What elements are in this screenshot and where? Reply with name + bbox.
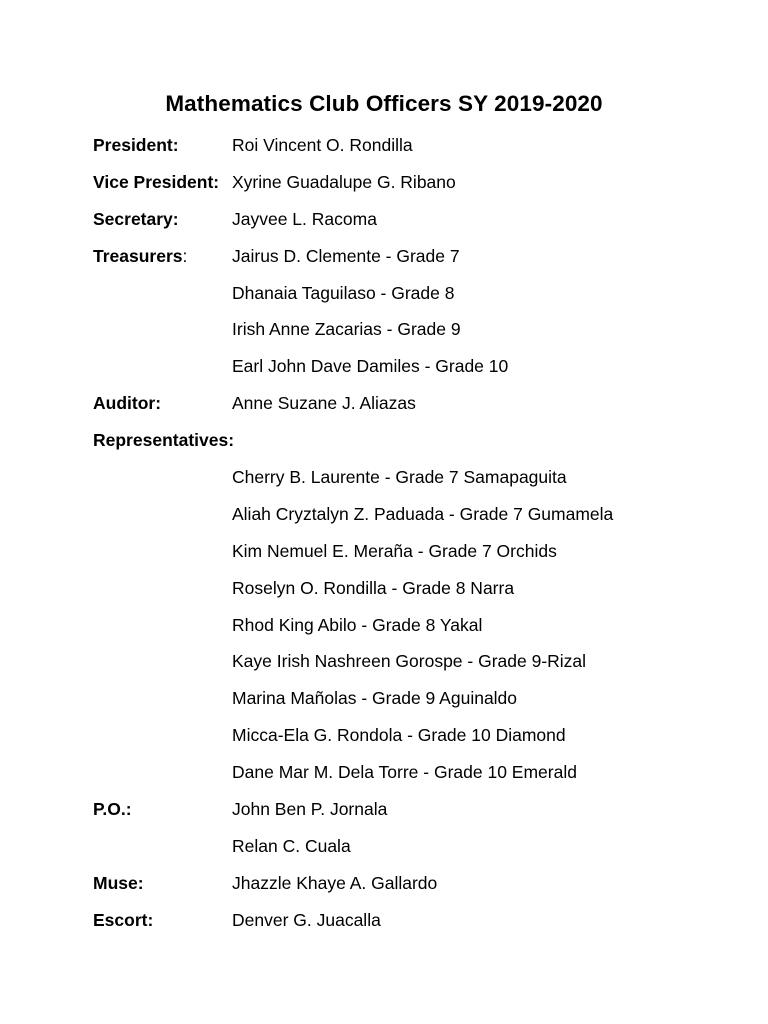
officer-row — [93, 867, 733, 904]
officer-row — [93, 203, 733, 240]
officer-name: Dhanaia Taguilaso - Grade 8 — [232, 282, 455, 303]
officer-row — [93, 240, 733, 277]
role-label-text: Muse: — [93, 872, 144, 893]
role-label — [93, 424, 234, 456]
officer-name: John Ben P. Jornala — [232, 799, 388, 820]
officer-name: Micca-Ela G. Rondola - Grade 10 Diamond — [232, 725, 566, 746]
officer-row — [93, 645, 733, 682]
officer-row — [93, 904, 733, 941]
officer-row — [93, 387, 733, 424]
role-label-text: Treasurers — [93, 245, 183, 266]
role-label-text: P.O.: — [93, 799, 132, 820]
officer-row — [93, 719, 733, 756]
officer-name: Aliah Cryztalyn Z. Paduada - Grade 7 Gumamela — [232, 503, 614, 524]
officer-name: Relan C. Cuala — [232, 835, 351, 856]
officer-row — [93, 461, 733, 498]
role-label — [93, 240, 187, 272]
officer-name: Jairus D. Clemente - Grade 7 — [232, 245, 460, 266]
officer-row — [93, 350, 733, 387]
officer-name: Marina Mañolas - Grade 9 Aguinaldo — [232, 688, 518, 709]
officer-row — [93, 535, 733, 572]
role-label-text: Vice President: — [93, 171, 220, 192]
officer-row — [93, 756, 733, 793]
role-label — [93, 203, 179, 235]
officer-name: Irish Anne Zacarias - Grade 9 — [232, 319, 461, 340]
officer-row — [93, 830, 733, 867]
officer-name: Denver G. Juacalla — [232, 909, 381, 930]
officer-name: Kim Nemuel E. Meraña - Grade 7 Orchids — [232, 540, 557, 561]
officer-name: Kaye Irish Nashreen Gorospe - Grade 9-Rizal — [232, 651, 587, 672]
officer-name: Xyrine Guadalupe G. Ribano — [232, 171, 456, 192]
role-label — [93, 166, 219, 198]
officer-name: Roi Vincent O. Rondilla — [232, 135, 413, 155]
officer-row — [93, 498, 733, 535]
role-label — [93, 793, 132, 825]
officer-row — [93, 572, 733, 609]
officer-name: Jayvee L. Racoma — [232, 208, 377, 229]
officer-name: Roselyn O. Rondilla - Grade 8 Narra — [232, 577, 515, 598]
role-label — [93, 867, 144, 899]
role-label — [93, 129, 179, 161]
role-label — [93, 904, 153, 936]
officer-name: Cherry B. Laurente - Grade 7 Samapaguita — [232, 467, 567, 488]
officer-row — [93, 277, 733, 314]
officer-roster — [93, 129, 733, 941]
role-label-text: President: — [93, 135, 179, 155]
officer-name: Dane Mar M. Dela Torre - Grade 10 Emerald — [232, 762, 577, 783]
officer-name: Anne Suzane J. Aliazas — [232, 393, 416, 414]
officer-name: Earl John Dave Damiles - Grade 10 — [232, 356, 509, 377]
document-title: Mathematics Club Officers SY 2019-2020 — [165, 91, 603, 116]
officer-row — [93, 609, 733, 646]
role-label-text: Auditor: — [93, 393, 162, 414]
officer-row — [93, 793, 733, 830]
officer-row — [93, 424, 733, 461]
role-label-text: Escort: — [93, 909, 154, 930]
officer-name: Jhazzle Khaye A. Gallardo — [232, 872, 438, 893]
role-label-colon: : — [182, 245, 188, 266]
officer-row — [93, 313, 733, 350]
role-label — [93, 387, 161, 419]
role-label-text: Secretary: — [93, 208, 179, 229]
officer-row — [93, 166, 733, 203]
officer-row — [93, 129, 733, 166]
officer-name: Rhod King Abilo - Grade 8 Yakal — [232, 614, 483, 635]
role-label-text: Representatives: — [93, 430, 235, 451]
officer-row — [93, 682, 733, 719]
